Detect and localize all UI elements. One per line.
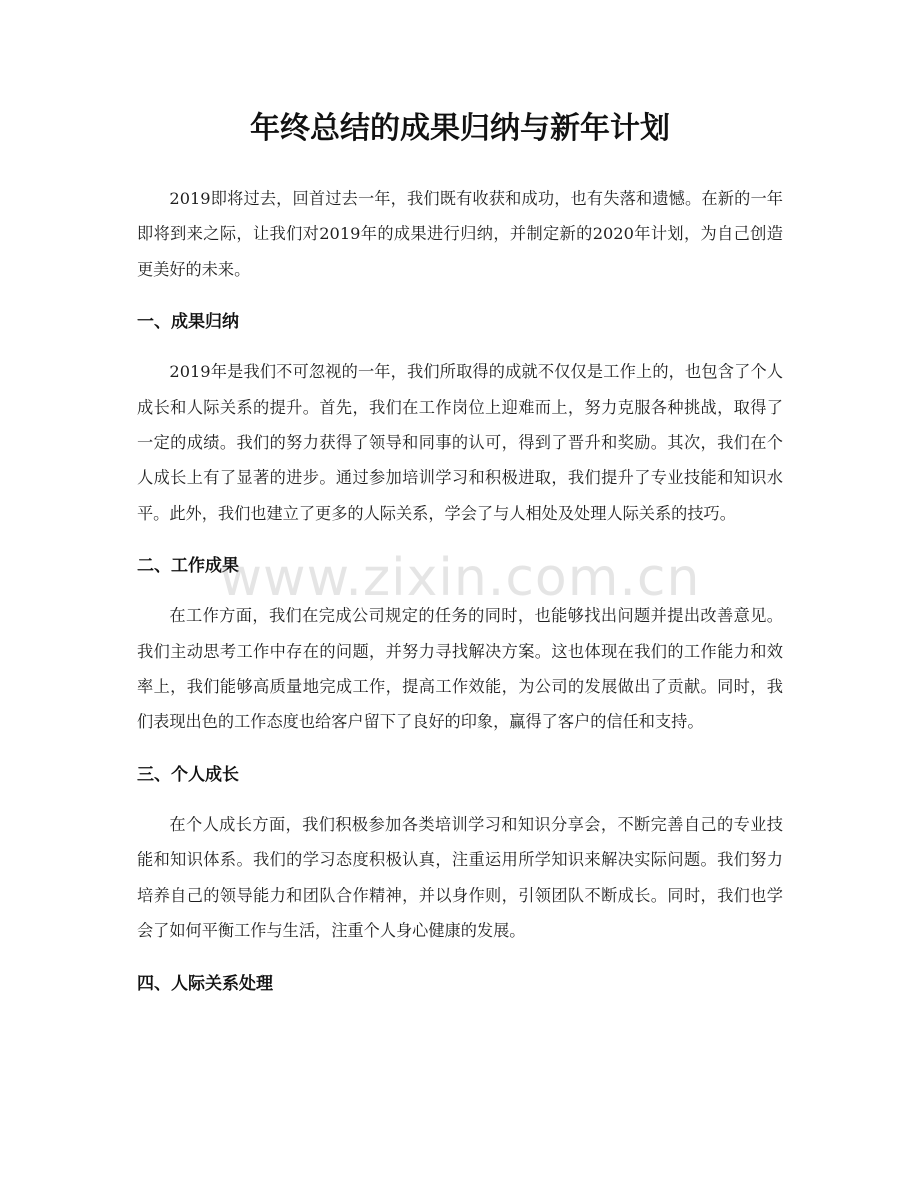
section-body-personal-growth: 在个人成长方面，我们积极参加各类培训学习和知识分享会，不断完善自己的专业技能和知识体系。我们的学习态度积极认真，注重运用所学知识来解决实际问题。我们努力培养自己的领导能力和团队合作精神，并以身作则，引领团队不断成长。同时，我们也学会了如何平衡工作与生活，注重个人身心健康的发展。 <box>137 814 783 941</box>
section-heading-relationships: 四、人际关系处理 <box>137 973 273 994</box>
document-body <box>137 181 783 1002</box>
intro-paragraph: 2019即将过去，回首过去一年，我们既有收获和成功，也有失落和遗憾。在新的一年即将到来之际，让我们对2019年的成果进行归纳，并制定新的2020年计划，为自己创造更美好的未来。 <box>137 189 783 279</box>
watermark-text: www.zixin.com.cn <box>219 548 701 608</box>
section-heading-work-results: 二、工作成果 <box>137 556 239 577</box>
section-heading-achievements: 一、成果归纳 <box>137 312 239 333</box>
document-title: 年终总结的成果归纳与新年计划 <box>250 111 670 146</box>
section-body-achievements: 2019年是我们不可忽视的一年，我们所取得的成就不仅仅是工作上的，也包含了个人成长和人际关系的提升。首先，我们在工作岗位上迎难而上，努力克服各种挑战，取得了一定的成绩。我们的努力获得了领导和同事的认可，得到了晋升和奖励。其次，我们在个人成长上有了显著的进步。通过参加培训学习和积极进取，我们提升了专业技能和知识水平。此外，我们也建立了更多的人际关系，学会了与人相处及处理人际关系的技巧。 <box>137 362 783 523</box>
section-body-work-results: 在工作方面，我们在完成公司规定的任务的同时，也能够找出问题并提出改善意见。我们主动思考工作中存在的问题，并努力寻找解决方案。这也体现在我们的工作能力和效率上，我们能够高质量地完成工作，提高工作效能，为公司的发展做出了贡献。同时，我们表现出色的工作态度也给客户留下了良好的印象，赢得了客户的信任和支持。 <box>137 606 783 732</box>
section-heading-personal-growth: 三、个人成长 <box>137 764 239 785</box>
